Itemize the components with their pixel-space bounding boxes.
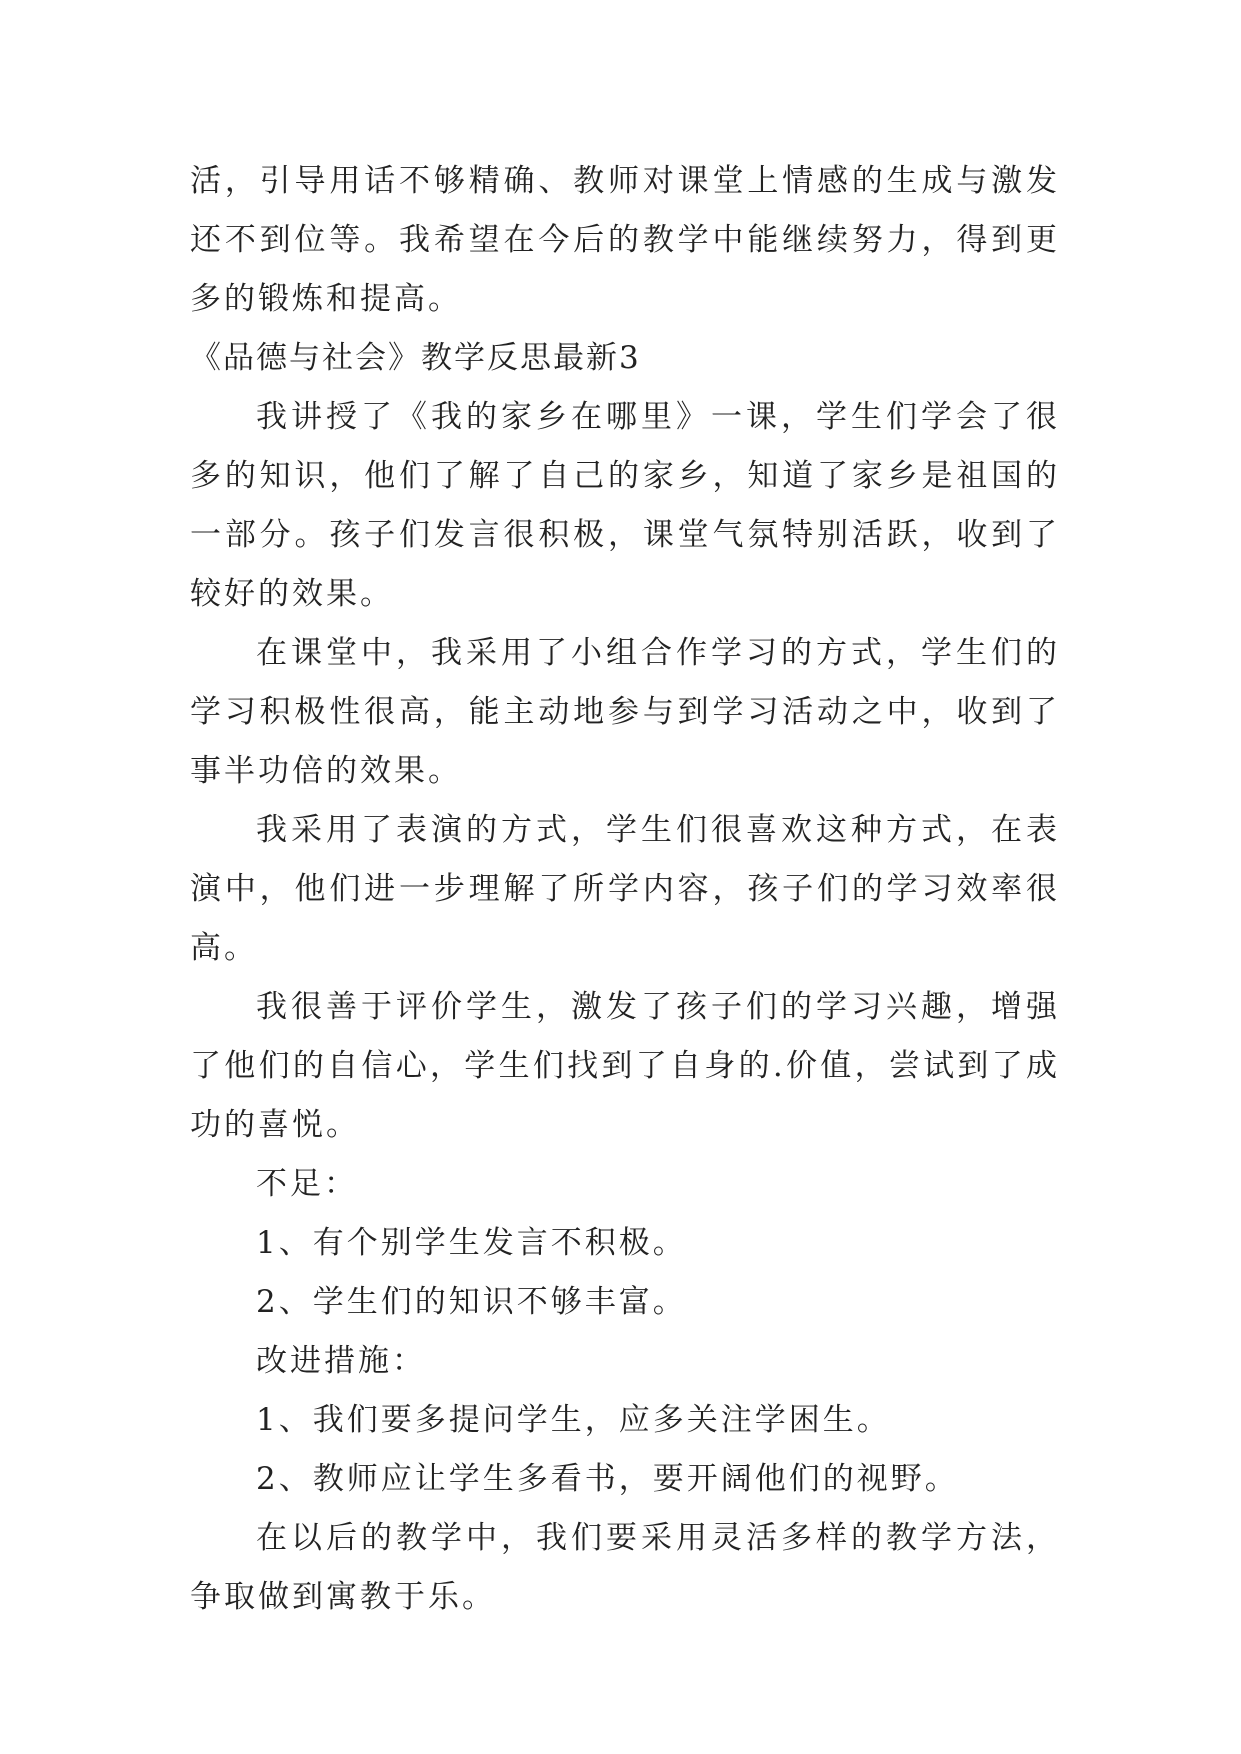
shortcoming-item-1: 1、有个别学生发言不积极。	[256, 1225, 687, 1261]
section-title: 《品德与社会》教学反思最新3	[190, 340, 641, 376]
improvements-heading: 改进措施：	[256, 1343, 426, 1379]
improvement-item-2: 2、教师应让学生多看书，要开阔他们的视野。	[256, 1461, 959, 1497]
document-body	[190, 152, 1060, 1627]
shortcomings-heading: 不足：	[256, 1166, 358, 1202]
paragraph-intro: 我讲授了《我的家乡在哪里》一课，学生们学会了很多的知识，他们了解了自己的家乡，知道了家乡是祖国的一部分。孩子们发言很积极，课堂气氛特别活跃，收到了较好的效果。	[190, 399, 1060, 612]
shortcoming-item-2: 2、学生们的知识不够丰富。	[256, 1284, 687, 1320]
paragraph-group-learning: 在课堂中，我采用了小组合作学习的方式，学生们的学习积极性很高，能主动地参与到学习活动之中，收到了事半功倍的效果。	[190, 635, 1060, 789]
continuation-paragraph: 活，引导用话不够精确、教师对课堂上情感的生成与激发还不到位等。我希望在今后的教学中能继续努力，得到更多的锻炼和提高。	[190, 163, 1060, 317]
paragraph-performance: 我采用了表演的方式，学生们很喜欢这种方式，在表演中，他们进一步理解了所学内容，孩子们的学习效率很高。	[190, 812, 1060, 966]
paragraph-evaluation: 我很善于评价学生，激发了孩子们的学习兴趣，增强了他们的自信心，学生们找到了自身的.价值，尝试到了成功的喜悦。	[190, 989, 1060, 1143]
improvement-item-1: 1、我们要多提问学生，应多关注学困生。	[256, 1402, 891, 1438]
closing-paragraph: 在以后的教学中，我们要采用灵活多样的教学方法，争取做到寓教于乐。	[190, 1520, 1060, 1615]
